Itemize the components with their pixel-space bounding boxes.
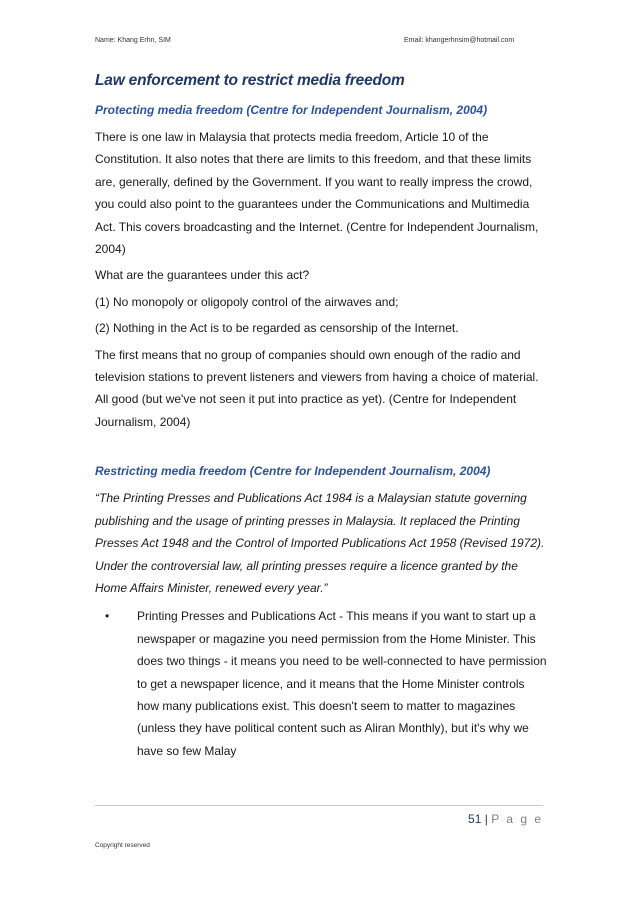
paragraph: (2) Nothing in the Act is to be regarded as censorship of the Internet. [95,321,459,336]
paragraph: What are the guarantees under this act? [95,268,310,283]
paragraph: There is one law in Malaysia that protects media freedom, Article 10 of the Constitution. It also notes that there are limits to this freedom, and that these limits are, generally, defined by the Government. If you want to really impress the crowd, you could also point to the guarantees under the Communications and Multimedia Act. This covers broadcasting and the Internet. (Centre for Independent Journalism, 2004) [95,130,539,257]
page-title: Law enforcement to restrict media freedom [95,72,405,89]
copyright-notice: Copyright reserved [95,842,150,849]
paragraph: The first means that no group of companies should own enough of the radio and television stations to prevent listeners and viewers from having a choice of material. All good (but we've not seen it put into practice as yet). (Centre for Independent Journalism, 2004) [95,347,539,429]
page-content [95,70,547,762]
bullet-icon: • [105,609,110,624]
list-item [95,605,547,762]
page-label: P a g e [491,812,543,826]
footer-divider [95,805,543,806]
page-number-separator: | [484,812,488,826]
section-heading-protecting: Protecting media freedom (Centre for Independent Journalism, 2004) [95,103,488,117]
section-spacer [95,437,547,461]
act-quote: “The Printing Presses and Publications Act 1984 is a Malaysian statute governing publishing and the usage of printing presses in Malaysia. It replaced the Printing Presses Act 1948 and the Control of Imported Publications Act 1958 (Revised 1972). Under the controversial law, all printing presses require a licence granted by the Home Affairs Minister, renewed every year.” [95,491,545,595]
section-heading-restricting: Restricting media freedom (Centre for Independent Journalism, 2004) [95,464,491,479]
list-item-text: Printing Presses and Publications Act - This means if you want to start up a newspaper or magazine you need permission from the Home Minister. This does two things - it means you need to be well-connected to have permission to get a newspaper licence, and it means that the Home Minister controls how many publications exist. This doesn't seem to matter to magazines (unless they have political content such as Aliran Monthly), but it's why we have so few Malay [137,609,547,758]
header-email: Email: khangerhnsim@hotmail.com [404,37,515,44]
bullet-list [95,605,547,762]
page-number-value: 51 [468,812,482,826]
page-number [468,812,543,826]
paragraph: (1) No monopoly or oligopoly control of the airwaves and; [95,294,399,309]
header-name: Name: Khang Erhn, SIM [95,37,171,44]
